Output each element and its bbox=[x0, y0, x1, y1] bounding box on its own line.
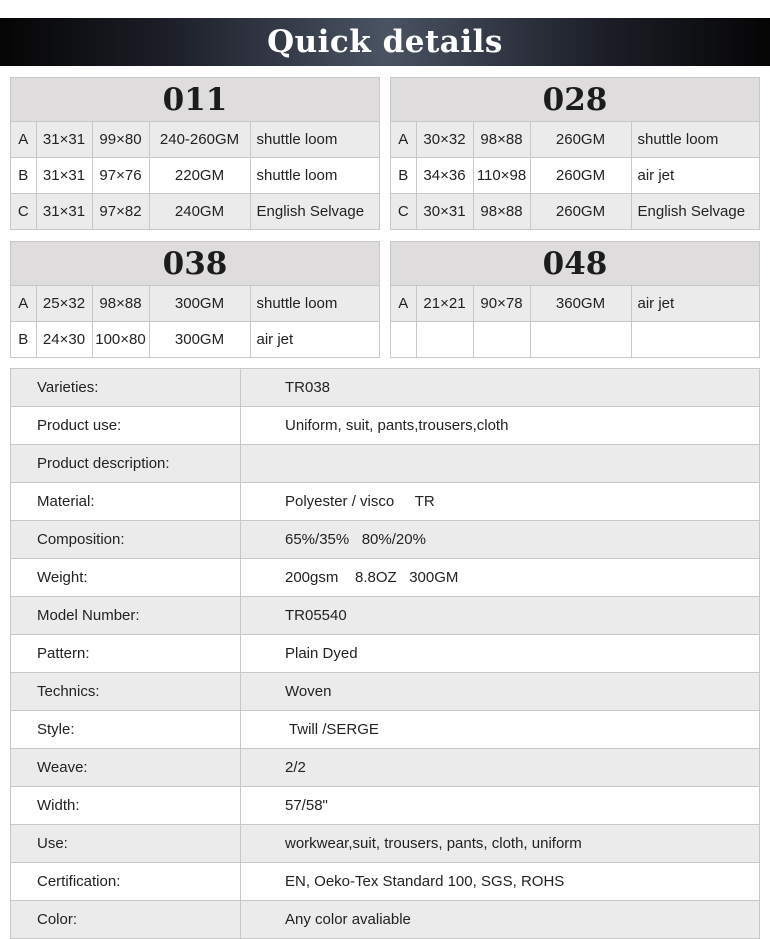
table-row bbox=[11, 673, 759, 711]
weight: 220GM bbox=[149, 158, 250, 194]
density: 100×80 bbox=[92, 322, 149, 358]
detail-value: TR05540 bbox=[241, 597, 760, 635]
table-row bbox=[11, 194, 379, 230]
table-row bbox=[11, 597, 759, 635]
details-table bbox=[10, 368, 760, 939]
detail-label: Color: bbox=[11, 901, 241, 939]
yarn-count: 30×31 bbox=[416, 194, 473, 230]
yarn-count: 31×31 bbox=[36, 194, 92, 230]
weight: 360GM bbox=[530, 286, 631, 322]
table-row bbox=[11, 901, 759, 939]
loom-type bbox=[631, 322, 759, 358]
detail-label: Weight: bbox=[11, 559, 241, 597]
spec-table bbox=[391, 286, 759, 357]
spec-table bbox=[11, 286, 379, 357]
detail-label: Varieties: bbox=[11, 369, 241, 407]
density: 97×76 bbox=[92, 158, 149, 194]
table-row bbox=[11, 322, 379, 358]
table-row bbox=[11, 559, 759, 597]
detail-label: Certification: bbox=[11, 863, 241, 901]
detail-label: Technics: bbox=[11, 673, 241, 711]
detail-label: Product description: bbox=[11, 445, 241, 483]
loom-type: air jet bbox=[631, 158, 759, 194]
row-code: B bbox=[391, 158, 416, 194]
spec-block-011 bbox=[10, 77, 380, 230]
table-row bbox=[11, 286, 379, 322]
spec-block-038 bbox=[10, 241, 380, 358]
detail-value: 200gsm 8.8OZ 300GM bbox=[241, 559, 760, 597]
detail-value: Plain Dyed bbox=[241, 635, 760, 673]
weight: 260GM bbox=[530, 158, 631, 194]
row-code: A bbox=[11, 122, 36, 158]
table-row bbox=[11, 711, 759, 749]
table-row bbox=[11, 521, 759, 559]
detail-label: Use: bbox=[11, 825, 241, 863]
loom-type: shuttle loom bbox=[250, 122, 379, 158]
spec-code: 011 bbox=[11, 78, 379, 122]
spec-code: 038 bbox=[11, 242, 379, 286]
density: 110×98 bbox=[473, 158, 530, 194]
yarn-count: 34×36 bbox=[416, 158, 473, 194]
loom-type: air jet bbox=[256, 331, 294, 348]
detail-value: 2/2 bbox=[241, 749, 760, 787]
table-row bbox=[11, 122, 379, 158]
row-code: C bbox=[11, 194, 36, 230]
spec-block-028 bbox=[390, 77, 760, 230]
density bbox=[473, 322, 530, 358]
yarn-count: 30×32 bbox=[416, 122, 473, 158]
loom-type: English Selvage bbox=[250, 194, 379, 230]
loom-type: English Selvage bbox=[631, 194, 759, 230]
table-row bbox=[11, 158, 379, 194]
row-code: A bbox=[391, 122, 416, 158]
table-row bbox=[391, 158, 759, 194]
table-row bbox=[11, 483, 759, 521]
density: 99×80 bbox=[92, 122, 149, 158]
row-code: A bbox=[11, 286, 36, 322]
spec-code: 028 bbox=[391, 78, 759, 122]
detail-label: Model Number: bbox=[11, 597, 241, 635]
yarn-count bbox=[416, 322, 473, 358]
row-code: B bbox=[11, 322, 36, 358]
yarn-count: 31×31 bbox=[36, 122, 92, 158]
loom-type: shuttle loom bbox=[250, 158, 379, 194]
yarn-count: 31×31 bbox=[36, 158, 92, 194]
density: 98×88 bbox=[473, 122, 530, 158]
table-row bbox=[391, 322, 759, 358]
detail-label: Material: bbox=[11, 483, 241, 521]
density: 98×88 bbox=[473, 194, 530, 230]
table-row bbox=[11, 407, 759, 445]
detail-label: Product use: bbox=[11, 407, 241, 445]
detail-value bbox=[241, 445, 760, 483]
row-code: B bbox=[11, 158, 36, 194]
table-row bbox=[11, 635, 759, 673]
spec-table bbox=[391, 122, 759, 229]
loom-type: shuttle loom bbox=[631, 122, 759, 158]
table-row bbox=[11, 749, 759, 787]
yarn-count: 24×30 bbox=[36, 322, 92, 358]
detail-value: Uniform, suit, pants,trousers,cloth bbox=[241, 407, 760, 445]
weight bbox=[530, 322, 631, 358]
loom-type: air jet bbox=[631, 286, 759, 322]
detail-value: Polyester / visco TR bbox=[241, 483, 760, 521]
page-title: Quick details bbox=[267, 24, 503, 60]
weight: 260GM bbox=[530, 122, 631, 158]
weight: 240GM bbox=[149, 194, 250, 230]
table-row bbox=[11, 825, 759, 863]
weight: 240-260GM bbox=[149, 122, 250, 158]
header-banner bbox=[0, 18, 770, 66]
table-row bbox=[391, 194, 759, 230]
yarn-count: 21×21 bbox=[416, 286, 473, 322]
detail-value: workwear,suit, trousers, pants, cloth, uniform bbox=[241, 825, 760, 863]
detail-value: Twill /SERGE bbox=[241, 711, 760, 749]
weight: 300GM bbox=[149, 322, 250, 358]
density: 97×82 bbox=[92, 194, 149, 230]
detail-label: Width: bbox=[11, 787, 241, 825]
yarn-count: 25×32 bbox=[36, 286, 92, 322]
loom-type: shuttle loom bbox=[250, 286, 379, 322]
detail-label: Pattern: bbox=[11, 635, 241, 673]
row-code bbox=[391, 322, 416, 358]
spec-block-048 bbox=[390, 241, 760, 358]
density: 98×88 bbox=[92, 286, 149, 322]
detail-value: 57/58" bbox=[241, 787, 760, 825]
detail-value: 65%/35% 80%/20% bbox=[241, 521, 760, 559]
detail-value: EN, Oeko-Tex Standard 100, SGS, ROHS bbox=[241, 863, 760, 901]
detail-label: Weave: bbox=[11, 749, 241, 787]
density: 90×78 bbox=[473, 286, 530, 322]
table-row bbox=[391, 122, 759, 158]
spec-code: 048 bbox=[391, 242, 759, 286]
spec-table bbox=[11, 122, 379, 229]
detail-value: Woven bbox=[241, 673, 760, 711]
row-code: C bbox=[391, 194, 416, 230]
detail-value: TR038 bbox=[241, 369, 760, 407]
table-row bbox=[11, 787, 759, 825]
weight: 260GM bbox=[530, 194, 631, 230]
detail-label: Composition: bbox=[11, 521, 241, 559]
row-code: A bbox=[391, 286, 416, 322]
detail-label: Style: bbox=[11, 711, 241, 749]
detail-value: Any color avaliable bbox=[241, 901, 760, 939]
table-row bbox=[391, 286, 759, 322]
weight: 300GM bbox=[149, 286, 250, 322]
table-row bbox=[11, 863, 759, 901]
table-row bbox=[11, 369, 759, 407]
table-row bbox=[11, 445, 759, 483]
